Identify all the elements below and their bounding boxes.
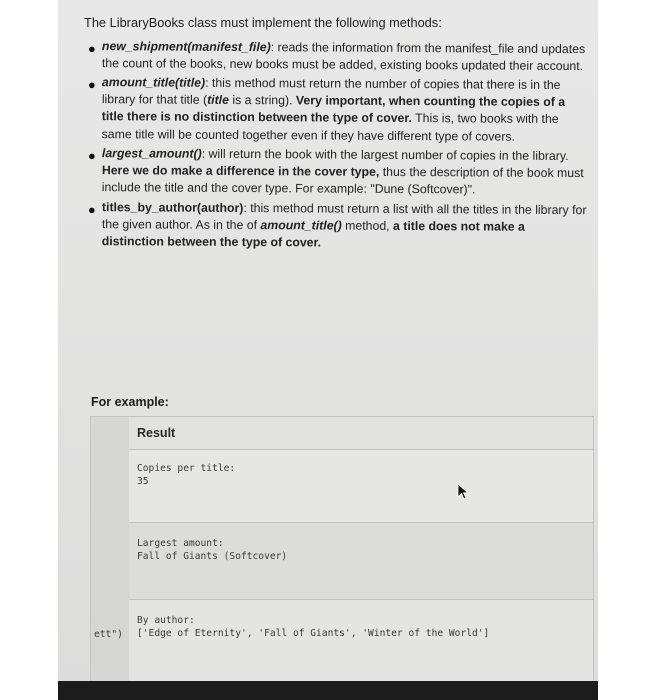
result-cell [137, 614, 489, 640]
result-table [90, 416, 594, 684]
result-line: Largest amount: [137, 538, 224, 549]
important-note: Here we do make a difference in the cover type, [101, 163, 380, 180]
methods-list [80, 38, 590, 252]
method-description: is a string). [228, 93, 296, 108]
method-signature: new_shipment(manifest_file) [101, 39, 271, 55]
bullet-icon: ● [87, 148, 96, 164]
table-row [129, 450, 593, 523]
result-cell [137, 462, 235, 488]
result-line: 35 [137, 476, 149, 487]
bullet-icon: ● [87, 41, 96, 57]
result-line: ['Edge of Eternity', 'Fall of Giants', 'Winter of the World'] [137, 628, 490, 639]
method-reference: amount_title() [260, 218, 342, 233]
important-note: Very important, when counting the copies of a title there is no distinction between the type of cover. [101, 93, 566, 126]
bullet-icon: ● [87, 201, 96, 217]
test-column [91, 417, 130, 683]
list-item [80, 38, 590, 76]
method-description: thus the description of the book must include the title and the cover type. For example: "Dune (Softcover)". [101, 165, 584, 198]
table-row [129, 523, 593, 600]
method-description: : will return the book with the largest number of copies in the library. [201, 146, 569, 164]
method-description: method, [341, 218, 394, 233]
method-description: : this method must return a list with all the titles in the library for the given author. As in the of [101, 200, 587, 233]
method-signature: largest_amount() [101, 146, 202, 161]
monitor-bezel [58, 681, 598, 700]
result-line: Copies per title: [137, 463, 236, 474]
test-code-fragment: ett") [94, 629, 123, 640]
table-header [129, 417, 593, 450]
method-signature: titles_by_author(author) [101, 199, 244, 215]
mouse-cursor-icon [458, 484, 470, 500]
param-name: title [207, 93, 230, 108]
table-row [129, 600, 593, 684]
important-note: a title does not make a distinction between the type of cover. [101, 218, 525, 250]
list-item [80, 74, 590, 146]
result-cell [137, 537, 287, 563]
method-description: : this method must return the number of copies that there is in the library for that title ( [101, 76, 561, 108]
result-line: Fall of Giants (Softcover) [137, 551, 288, 562]
method-description: : reads the information from the manifest_file and updates the count of the books, new books must be added, existing books updated their account. [101, 40, 586, 74]
method-signature: amount_title(title) [101, 75, 206, 91]
bullet-icon: ● [87, 77, 96, 93]
list-item [80, 199, 590, 254]
for-example-heading: For example: [91, 395, 169, 409]
document-screen [58, 0, 598, 700]
intro-text: The LibraryBooks class must implement the following methods: [84, 15, 442, 30]
method-description: This is, two books with the same title will be counted together even if they have different type of covers. [101, 111, 559, 144]
result-header: Result [137, 426, 176, 440]
list-item [80, 145, 590, 200]
result-line: By author: [137, 615, 195, 626]
